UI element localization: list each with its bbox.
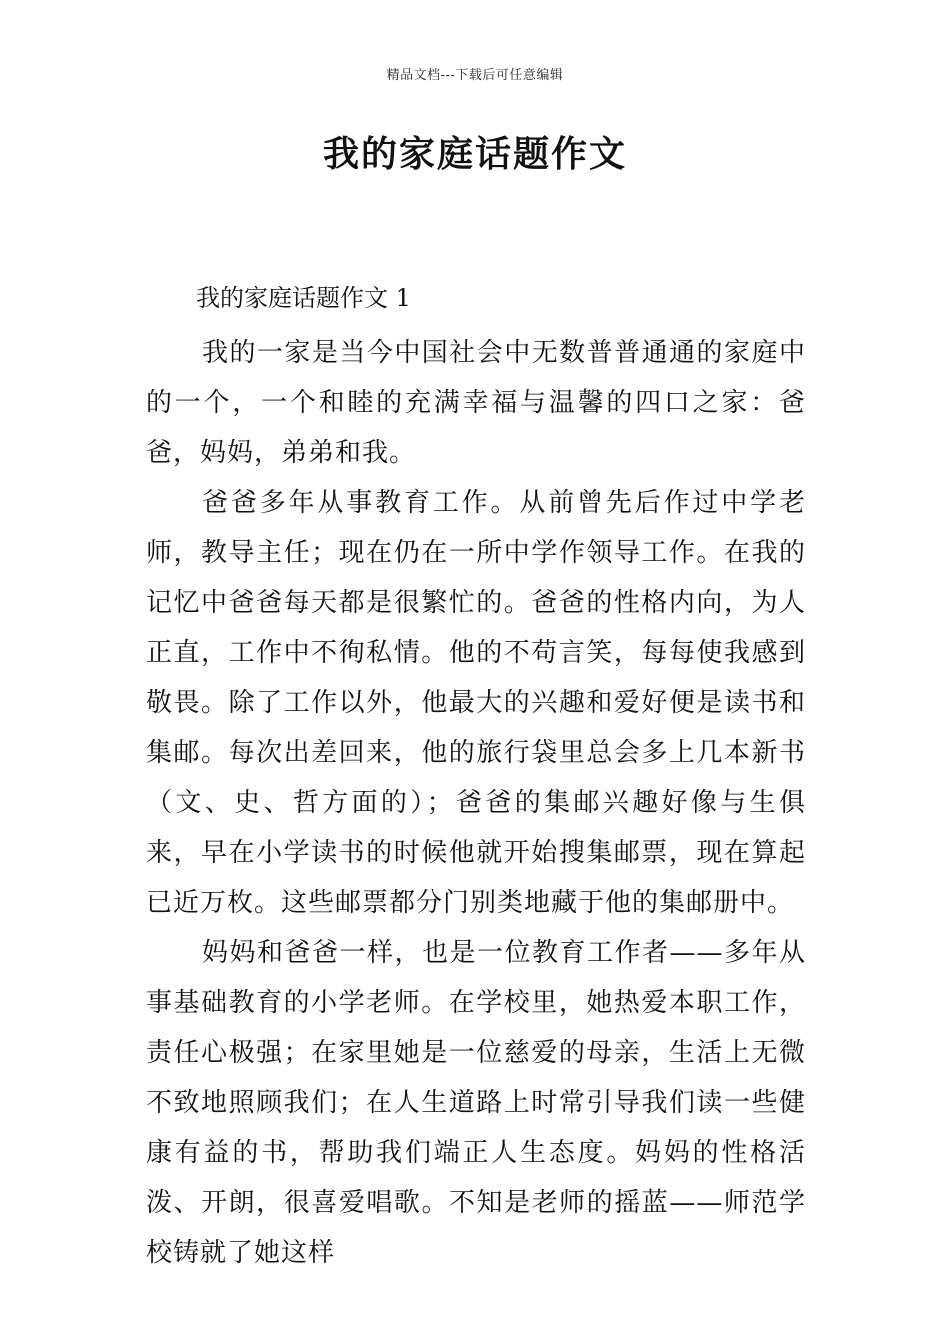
document-title: 我的家庭话题作文 bbox=[322, 133, 627, 175]
paragraph-1: 我的一家是当今中国社会中无数普普通通的家庭中的一个，一个和睦的充满幸福与温馨的四口之家：爸爸，妈妈，弟弟和我。 bbox=[146, 338, 806, 468]
document-body bbox=[146, 278, 806, 1278]
paragraph-3: 妈妈和爸爸一样，也是一位教育工作者——多年从事基础教育的小学老师。在学校里，她热爱本职工作，责任心极强；在家里她是一位慈爱的母亲，生活上无微不致地照顾我们；在人生道路上时常引导我们读一些健康有益的书，帮助我们端正人生态度。妈妈的性格活泼、开朗，很喜爱唱歌。不知是老师的摇蓝——师范学校铸就了她这样 bbox=[146, 938, 806, 1268]
section-heading: 我的家庭话题作文 1 bbox=[196, 284, 411, 312]
paragraph-2: 爸爸多年从事教育工作。从前曾先后作过中学老师，教导主任；现在仍在一所中学作领导工作。在我的记忆中爸爸每天都是很繁忙的。爸爸的性格内向，为人正直，工作中不徇私情。他的不苟言笑，每每使我感到敬畏。除了工作以外，他最大的兴趣和爱好便是读书和集邮。每次出差回来，他的旅行袋里总会多上几本新书（文、史、哲方面的）；爸爸的集邮兴趣好像与生俱来，早在小学读书的时候他就开始搜集邮票，现在算起已近万枚。这些邮票都分门别类地藏于他的集邮册中。 bbox=[146, 488, 806, 918]
header-note: 精品文档---下载后可任意编辑 bbox=[386, 68, 564, 83]
